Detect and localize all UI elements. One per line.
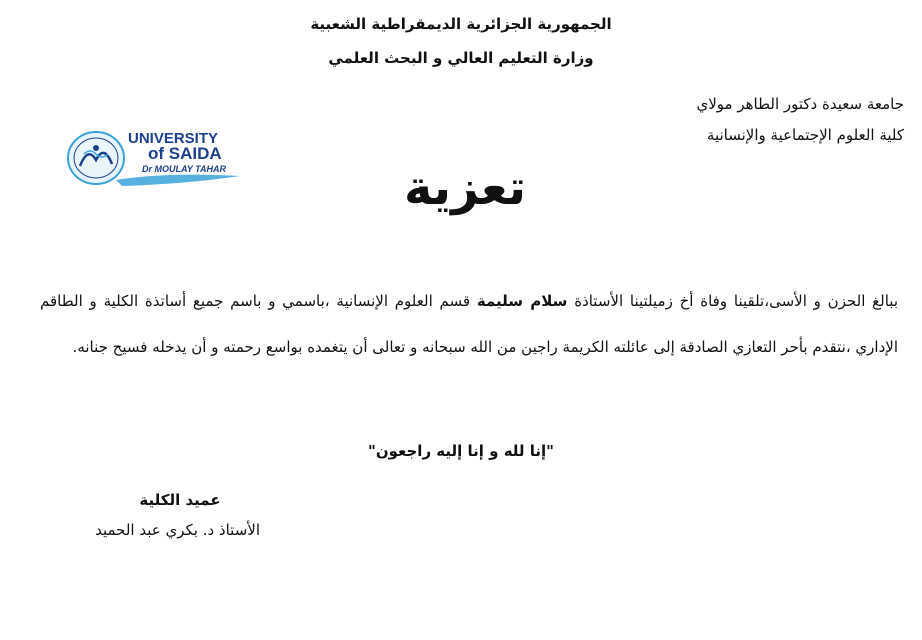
quran-quote: "إنا لله و إنا إليه راجعون" — [368, 442, 554, 460]
logo-line-3: Dr MOULAY TAHAR — [142, 164, 226, 174]
condolence-body — [40, 278, 898, 370]
university-name: جامعة سعيدة دكتور الطاهر مولاي — [696, 95, 904, 113]
document-title: تعزية — [403, 160, 527, 216]
signature-name: الأستاذ د. بكري عبد الحميد — [95, 521, 260, 539]
body-text-part1: ببالغ الحزن و الأسى،تلقينا وفاة أخ زميلتينا الأستاذة — [567, 292, 899, 310]
signature-title: عميد الكلية — [139, 491, 221, 509]
faculty-name: كلية العلوم الإجتماعية والإنسانية — [706, 126, 904, 144]
ministry-heading: وزارة التعليم العالي و البحث العلمي — [328, 49, 594, 67]
republic-heading: الجمهورية الجزائرية الديمقراطية الشعبية — [310, 15, 612, 33]
logo-line-1: UNIVERSITY — [128, 130, 219, 147]
body-text-part2: قسم العلوم الإنسانية ،باسمي و باسم جميع أساتذة الكلية و الطاقم الإداري ،نتقدم بأحر التعازي الصادقة إلى عائلته الكريمة راجين من الله سبحانه و تعالى أن يتغمده بواسع رحمته و أن يدخله فسيح جنانه. — [40, 292, 898, 356]
logo-line-2: of SAIDA — [148, 144, 222, 163]
deceased-relative-name: سلام سليمة — [476, 292, 568, 310]
